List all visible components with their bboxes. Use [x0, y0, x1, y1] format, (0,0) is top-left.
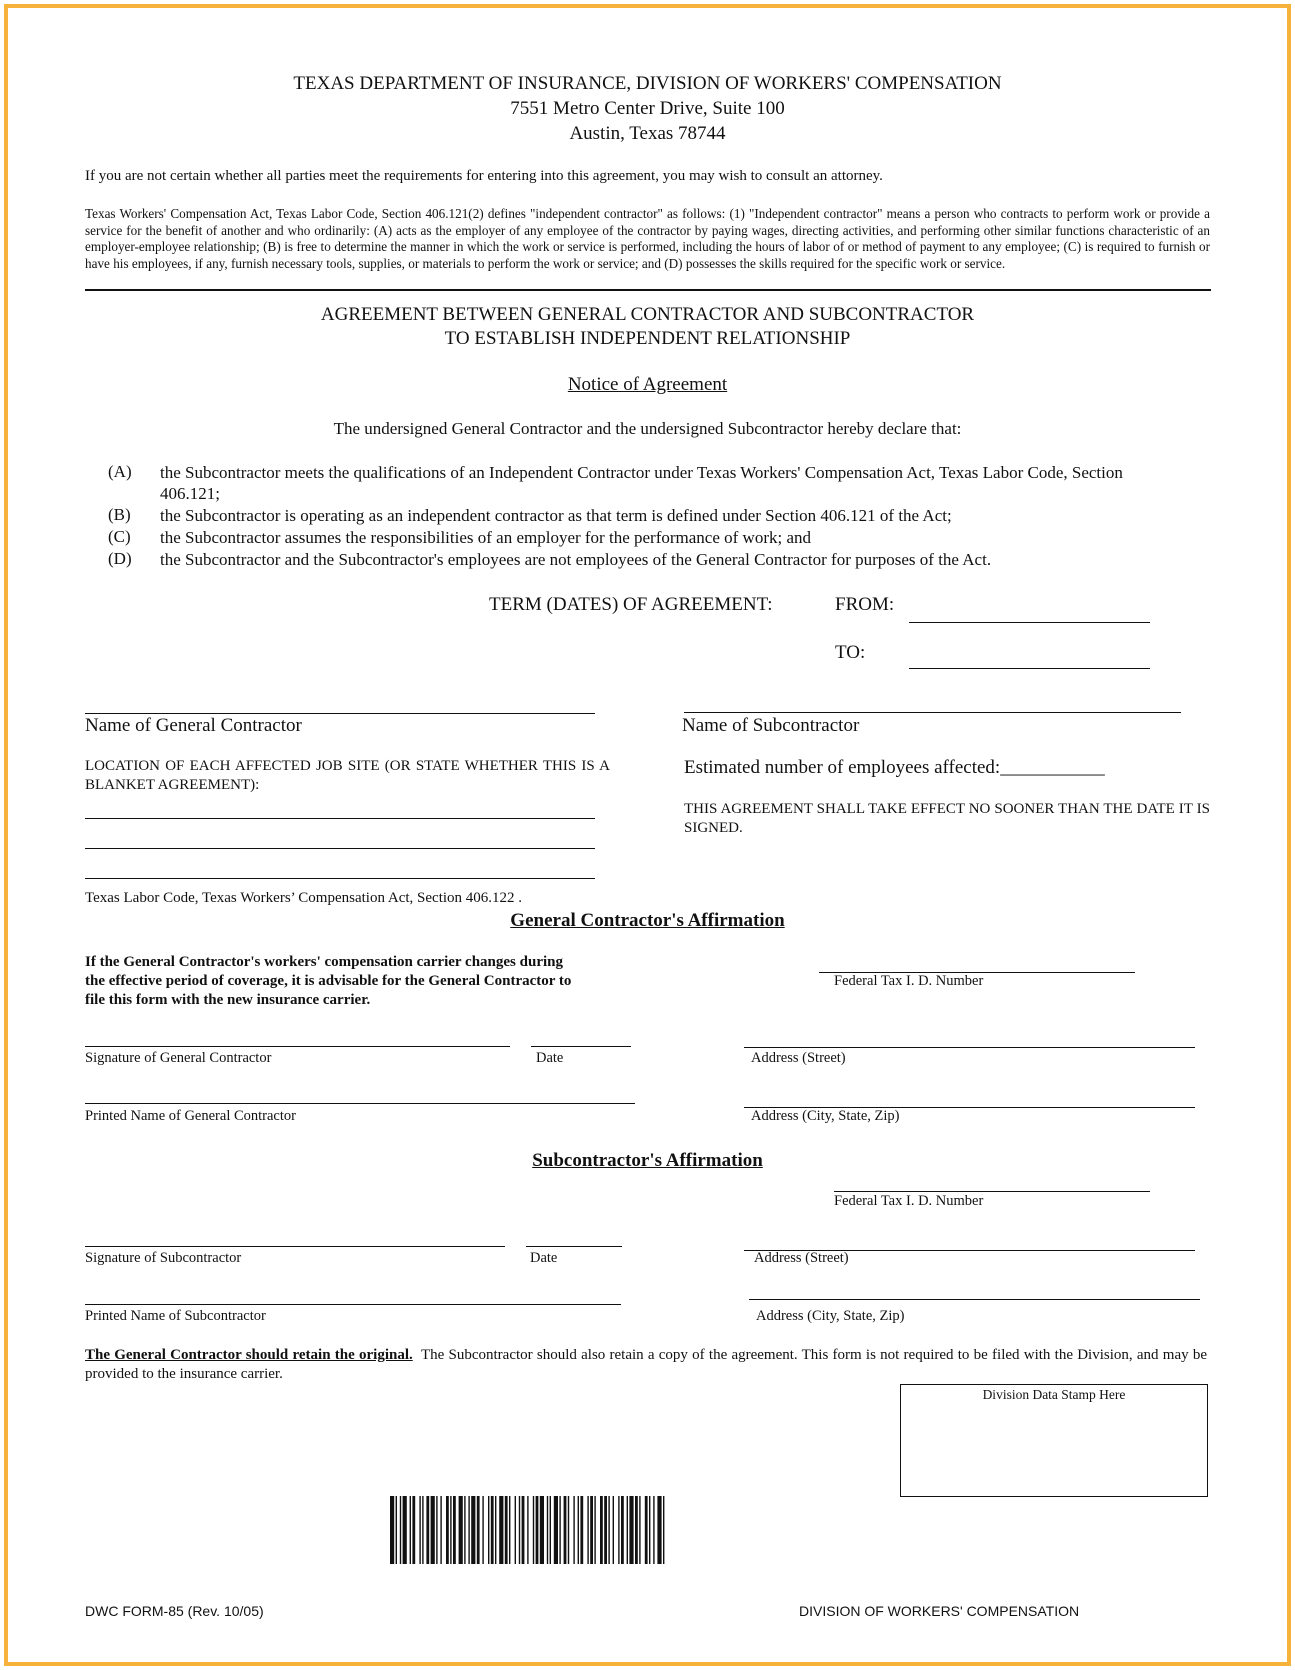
declaration-item-label: (C) [108, 527, 131, 546]
form-id: DWC FORM-85 (Rev. 10/05) [85, 1603, 264, 1619]
sub-address-street-label: Address (Street) [754, 1250, 849, 1266]
independent-contractor-definition: Texas Workers' Compensation Act, Texas Labor Code, Section 406.121(2) defines "independent contractor" as follows: (1) "Independent contractor" means a person who contracts to perform work or provide a service for the benefit of another and who ordinarily: (A) acts as the employer of any employee of the contractor by paying wages, directing activities, and performing other similar functions characteristic of an employer-employee relationship; (B) is free to determine the manner in which the work or service is performed, including the hours of labor of or method of payment to any employee; (C) is required to furnish or have his employees, if any, furnish necessary tools, supplies, or materials to perform the work or service; and (D) possesses the skills required for the specific work or service. [85, 206, 1210, 271]
job-site-field-3[interactable] [85, 878, 595, 879]
sub-date-field[interactable] [526, 1246, 622, 1247]
gc-affirmation-heading: General Contractor's Affirmation [510, 910, 785, 931]
gc-address-city-label: Address (City, State, Zip) [751, 1108, 900, 1124]
subcontractor-label: Name of Subcontractor [682, 715, 860, 736]
retention-notice [85, 1346, 1207, 1384]
declaration-item-text: the Subcontractor meets the qualifications of an Independent Contractor under Texas Workers' Compensation Act, Texas Labor Code, Section 406.121; [160, 463, 1123, 503]
declaration-item-label: (D) [108, 549, 132, 568]
gc-printed-name-field[interactable] [85, 1103, 635, 1104]
sub-signature-field[interactable] [85, 1246, 505, 1247]
declaration-item-text: the Subcontractor assumes the responsibilities of an employer for the performance of work; and [160, 528, 811, 547]
sub-printed-name-field[interactable] [85, 1304, 621, 1305]
job-site-field-1[interactable] [85, 818, 595, 819]
effective-date-notice: THIS AGREEMENT SHALL TAKE EFFECT NO SOONER THAN THE DATE IT IS SIGNED. [684, 801, 1210, 836]
employees-affected-label: Estimated number of employees affected:___________ [684, 757, 1105, 778]
job-site-location-label: LOCATION OF EACH AFFECTED JOB SITE (OR STATE WHETHER THIS IS A BLANKET AGREEMENT): [85, 758, 610, 793]
term-label: TERM (DATES) OF AGREEMENT: [489, 594, 773, 615]
sub-printed-name-label: Printed Name of Subcontractor [85, 1308, 266, 1324]
header-street: 7551 Metro Center Drive, Suite 100 [510, 98, 785, 119]
gc-signature-field[interactable] [85, 1046, 510, 1047]
section-divider [85, 289, 1211, 291]
division-data-stamp-box [900, 1384, 1208, 1497]
footer-division: DIVISION OF WORKERS' COMPENSATION [799, 1603, 1080, 1619]
subcontractor-name-field[interactable] [684, 712, 1181, 713]
general-contractor-name-field[interactable] [85, 713, 595, 714]
attorney-notice: If you are not certain whether all parties meet the requirements for entering into this agreement, you may wish to consult an attorney. [85, 168, 883, 184]
stamp-label: Division Data Stamp Here [982, 1387, 1126, 1402]
sub-address-city-label: Address (City, State, Zip) [756, 1308, 905, 1324]
gc-printed-name-label: Printed Name of General Contractor [85, 1108, 296, 1124]
job-site-field-2[interactable] [85, 848, 595, 849]
gc-tax-id-label: Federal Tax I. D. Number [834, 973, 984, 989]
barcode-icon [390, 1496, 804, 1564]
notice-heading: Notice of Agreement [567, 374, 728, 395]
sub-tax-id-label: Federal Tax I. D. Number [834, 1193, 984, 1209]
retention-rest: The Subcontractor should also retain a copy of the agreement. This form is not required to be filed with the Division, and may be provided to the insurance carrier. [85, 1347, 1207, 1382]
gc-date-label: Date [536, 1050, 564, 1066]
sub-address-city-field[interactable] [749, 1299, 1200, 1300]
general-contractor-label: Name of General Contractor [85, 715, 302, 736]
sub-affirmation-heading: Subcontractor's Affirmation [532, 1150, 763, 1171]
term-to-field[interactable] [909, 668, 1150, 669]
sub-tax-id-field[interactable] [834, 1191, 1150, 1192]
declaration-item-label: (A) [108, 462, 132, 481]
labor-code-reference: Texas Labor Code, Texas Workers’ Compensation Act, Section 406.122 . [85, 890, 523, 906]
term-from-field[interactable] [909, 622, 1150, 623]
retention-lead: The General Contractor should retain the original. [85, 1347, 413, 1363]
declaration-item-text: the Subcontractor and the Subcontractor's employees are not employees of the General Contractor for purposes of the Act. [160, 550, 992, 569]
agreement-title-line1: AGREEMENT BETWEEN GENERAL CONTRACTOR AND SUBCONTRACTOR [320, 304, 975, 325]
gc-address-street-field[interactable] [744, 1047, 1195, 1048]
gc-date-field[interactable] [531, 1046, 631, 1047]
gc-advisory-text: If the General Contractor's workers' compensation carrier changes during the effective period of coverage, it is advisable for the General Contractor to file this form with the new insurance carrier. [85, 954, 572, 1008]
header-city: Austin, Texas 78744 [569, 123, 726, 144]
declaration-item-label: (B) [108, 505, 131, 524]
term-from-label: FROM: [835, 594, 895, 615]
sub-date-label: Date [530, 1250, 558, 1266]
declaration-item-text: the Subcontractor is operating as an independent contractor as that term is defined under Section 406.121 of the Act; [160, 506, 952, 525]
gc-address-street-label: Address (Street) [751, 1050, 846, 1066]
gc-signature-label: Signature of General Contractor [85, 1050, 272, 1066]
agreement-title-line2: TO ESTABLISH INDEPENDENT RELATIONSHIP [444, 328, 851, 349]
declaration-text: The undersigned General Contractor and the undersigned Subcontractor hereby declare that: [333, 419, 962, 438]
sub-signature-label: Signature of Subcontractor [85, 1250, 242, 1266]
term-to-label: TO: [835, 642, 866, 663]
header-agency: TEXAS DEPARTMENT OF INSURANCE, DIVISION OF WORKERS' COMPENSATION [293, 73, 1002, 94]
